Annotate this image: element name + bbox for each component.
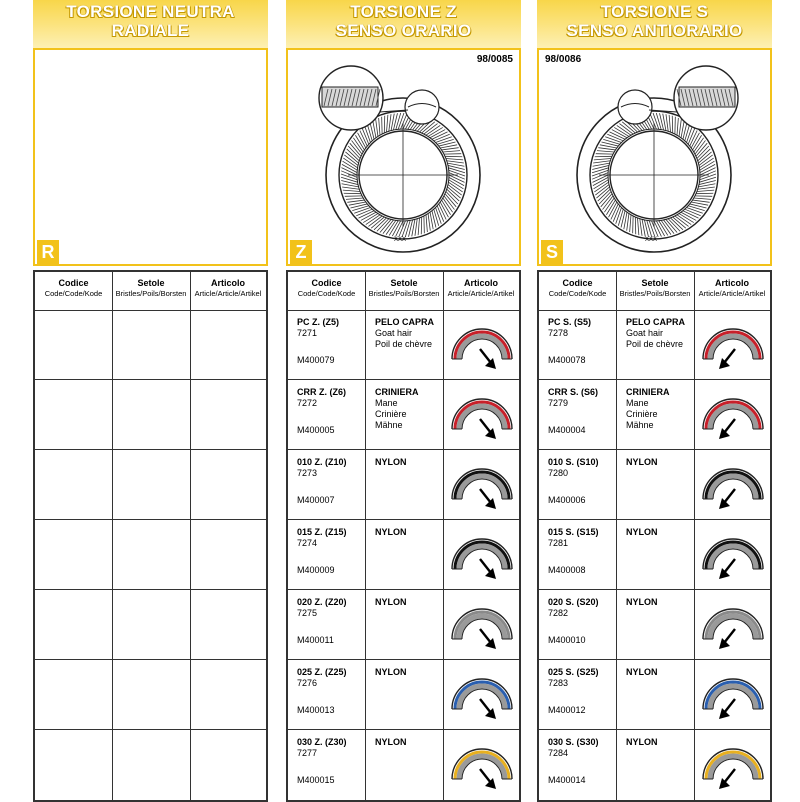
article-cell [700,385,766,445]
header-c3-subtitle: Article/Article/Artikel [694,289,770,298]
bristle-name: CRINIERA [375,387,445,398]
header-c2 [112,272,190,310]
bristles-cell [626,387,696,431]
product-code: 030 S. (S30) [548,737,616,748]
product-code: 010 S. (S10) [548,457,616,468]
bristle-name: NYLON [375,667,445,678]
bristle-translation: Crinière [626,409,696,420]
panel-header [537,0,772,50]
bristle-name: NYLON [375,737,445,748]
code-cell [548,667,616,689]
diagram-box [286,48,521,266]
product-table [537,270,772,802]
brush-section-icon [449,455,515,515]
wheel-group [577,66,738,252]
bristle-name: NYLON [375,527,445,538]
table-row [35,450,266,520]
code-cell [548,457,616,479]
panel-z [286,0,521,800]
header-c2 [365,272,443,310]
brush-section-icon [449,315,515,375]
product-number: 7271 [297,328,365,339]
article-cell [449,525,515,585]
product-number: 7273 [297,468,365,479]
header-c1-title: Codice [35,278,112,288]
panel-title-line2: RADIALE [33,21,268,40]
header-c1-subtitle: Code/Code/Kode [288,289,365,298]
product-number: 7279 [548,398,616,409]
bristles-cell [375,737,445,748]
header-c2-title: Setole [616,278,694,288]
article-cell [449,665,515,725]
article-cell [700,525,766,585]
product-code: CRR S. (S6) [548,387,616,398]
table-row [288,450,519,520]
product-number: 7280 [548,468,616,479]
panel-title-line1: TORSIONE S [537,2,772,21]
product-code: 030 Z. (Z30) [297,737,365,748]
table-row [539,520,770,590]
code-cell [548,597,616,619]
brush-section-icon [700,315,766,375]
bristles-cell [626,317,696,350]
panel-r [33,0,268,800]
product-number: 7282 [548,608,616,619]
table-row [35,590,266,660]
bristle-name: PELO CAPRA [626,317,696,328]
table-row [288,380,519,450]
code-cell [297,317,365,339]
bristles-cell [375,457,445,468]
brush-wheel-diagram [288,50,519,264]
bristle-name: PELO CAPRA [375,317,445,328]
product-number: 7274 [297,538,365,549]
header-c3 [694,272,770,310]
article-cell [449,385,515,445]
panel-title [286,2,521,40]
table-row [35,310,266,380]
bristle-name: NYLON [375,457,445,468]
code-cell [548,317,616,339]
article-cell [700,455,766,515]
code-cell [297,667,365,689]
panel-title-line1: TORSIONE Z [286,2,521,21]
product-m-code: M400013 [297,705,335,716]
bristles-cell [375,527,445,538]
product-table [33,270,268,802]
article-cell [449,595,515,655]
product-number: 7275 [297,608,365,619]
bristles-cell [375,317,445,350]
panel-header [286,0,521,50]
code-cell [297,597,365,619]
product-number: 7278 [548,328,616,339]
brush-section-icon [700,735,766,795]
brush-section-icon [449,385,515,445]
table-header [539,272,770,311]
product-m-code: M400079 [297,355,335,366]
panel-title [33,2,268,40]
diagram-box [537,48,772,266]
product-m-code: M400015 [297,775,335,786]
brush-section-icon [449,665,515,725]
article-cell [700,735,766,795]
header-c1-subtitle: Code/Code/Kode [539,289,616,298]
product-code: 025 S. (S25) [548,667,616,678]
header-c1-title: Codice [288,278,365,288]
header-c2-title: Setole [365,278,443,288]
wheel-group [319,66,480,252]
bristle-name: CRINIERA [626,387,696,398]
header-c3-title: Articolo [190,278,266,288]
article-cell [449,455,515,515]
bristle-name: NYLON [626,737,696,748]
bristles-cell [626,527,696,538]
table-row [35,730,266,799]
table-row [539,660,770,730]
brush-section-icon [700,455,766,515]
header-c3-title: Articolo [694,278,770,288]
code-cell [297,387,365,409]
product-m-code: M400006 [548,495,586,506]
bristle-name: NYLON [626,597,696,608]
header-c2-title: Setole [112,278,190,288]
product-m-code: M400014 [548,775,586,786]
product-code: PC Z. (Z5) [297,317,365,328]
bristles-cell [375,597,445,608]
header-c3 [190,272,266,310]
panel-s [537,0,772,800]
bristles-cell [626,737,696,748]
header-c1-subtitle: Code/Code/Kode [35,289,112,298]
brush-wheel-diagram [539,50,770,264]
bristle-translation: Goat hair [375,328,445,339]
bristle-translation: Mane [626,398,696,409]
table-row [288,730,519,799]
bristle-translation: Mähne [375,420,445,431]
table-row [539,380,770,450]
code-cell [297,527,365,549]
code-cell [548,737,616,759]
table-row [288,310,519,380]
brush-section-icon [700,595,766,655]
table-row [288,590,519,660]
header-c2-subtitle: Bristles/Poils/Borsten [112,289,190,298]
header-c3-subtitle: Article/Article/Artikel [190,289,266,298]
header-c2-subtitle: Bristles/Poils/Borsten [365,289,443,298]
brush-section-icon [449,595,515,655]
panel-title-line1: TORSIONE NEUTRA [33,2,268,21]
product-code: 015 Z. (Z15) [297,527,365,538]
table-row [539,310,770,380]
bristle-name: NYLON [626,667,696,678]
code-cell [548,387,616,409]
product-code: 020 Z. (Z20) [297,597,365,608]
table-row [288,520,519,590]
product-m-code: M400004 [548,425,586,436]
table-row [35,380,266,450]
product-number: 7284 [548,748,616,759]
section-letter-badge: S [541,240,563,264]
product-code: 010 Z. (Z10) [297,457,365,468]
article-cell [700,315,766,375]
header-c2-subtitle: Bristles/Poils/Borsten [616,289,694,298]
header-c3 [443,272,519,310]
product-code: 020 S. (S20) [548,597,616,608]
product-table [286,270,521,802]
product-number: 7276 [297,678,365,689]
article-code-label: 98/0086 [545,54,581,65]
product-code: 025 Z. (Z25) [297,667,365,678]
product-m-code: M400012 [548,705,586,716]
product-m-code: M400011 [297,635,334,646]
brush-section-icon [700,385,766,445]
table-row [539,450,770,520]
bristle-translation: Poil de chèvre [375,339,445,350]
article-cell [700,665,766,725]
table-row [288,660,519,730]
product-code: CRR Z. (Z6) [297,387,365,398]
product-m-code: M400008 [548,565,586,576]
diagram-label: XXX [645,237,657,243]
article-cell [449,315,515,375]
panel-title-line2: SENSO ANTIORARIO [537,21,772,40]
bristle-name: NYLON [626,527,696,538]
code-cell [548,527,616,549]
table-row [539,730,770,799]
table-row [35,660,266,730]
bristle-translation: Mane [375,398,445,409]
bristles-cell [375,387,445,431]
brush-section-icon [449,735,515,795]
table-row [35,520,266,590]
code-cell [297,737,365,759]
article-cell [700,595,766,655]
header-c1 [35,272,112,310]
product-m-code: M400010 [548,635,586,646]
diagram-box [33,48,268,266]
header-c1 [288,272,365,310]
brush-section-icon [700,525,766,585]
bristle-translation: Mähne [626,420,696,431]
header-c3-subtitle: Article/Article/Artikel [443,289,519,298]
header-c2 [616,272,694,310]
table-row [539,590,770,660]
brush-section-icon [700,665,766,725]
panel-header [33,0,268,50]
bristles-cell [626,667,696,678]
bristle-name: NYLON [375,597,445,608]
bristle-name: NYLON [626,457,696,468]
article-cell [449,735,515,795]
brush-section-icon [449,525,515,585]
section-letter-badge: R [37,240,59,264]
bristles-cell [626,457,696,468]
article-code-label: 98/0085 [477,54,513,65]
code-cell [297,457,365,479]
product-code: 015 S. (S15) [548,527,616,538]
product-number: 7281 [548,538,616,549]
bristles-cell [626,597,696,608]
bristle-translation: Crinière [375,409,445,420]
bristle-translation: Poil de chèvre [626,339,696,350]
header-c1 [539,272,616,310]
table-header [35,272,266,311]
product-m-code: M400009 [297,565,335,576]
product-number: 7277 [297,748,365,759]
header-c3-title: Articolo [443,278,519,288]
panel-title [537,2,772,40]
product-number: 7272 [297,398,365,409]
product-m-code: M400078 [548,355,586,366]
table-header [288,272,519,311]
diagram-label: XXX [394,237,406,243]
product-m-code: M400007 [297,495,335,506]
section-letter-badge: Z [290,240,312,264]
bristles-cell [375,667,445,678]
header-c1-title: Codice [539,278,616,288]
bristle-translation: Goat hair [626,328,696,339]
product-m-code: M400005 [297,425,335,436]
product-code: PC S. (S5) [548,317,616,328]
panel-title-line2: SENSO ORARIO [286,21,521,40]
product-number: 7283 [548,678,616,689]
